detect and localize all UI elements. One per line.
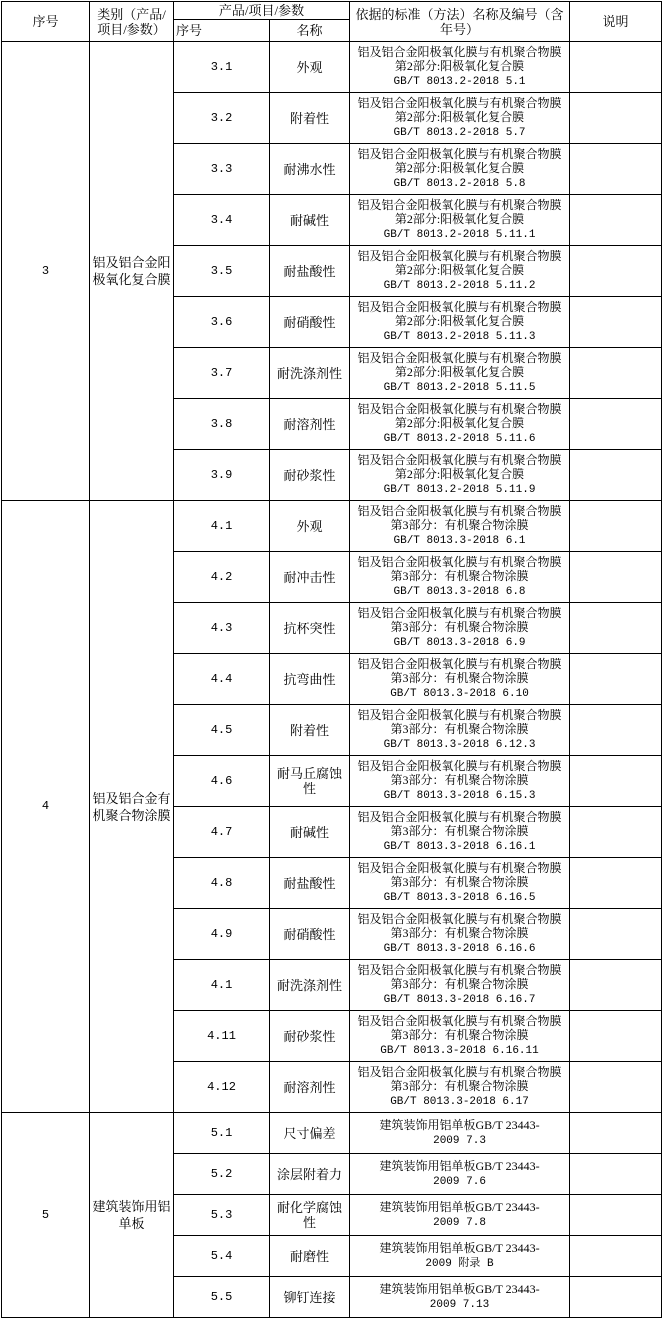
standard-code: GB/T 8013.2-2018 5.7 — [393, 127, 526, 139]
standard-code: GB/T 8013.3-2018 6.16.6 — [383, 943, 536, 955]
item-seq: 5.2 — [174, 1154, 270, 1195]
item-seq: 5.4 — [174, 1236, 270, 1277]
standard-title: 铝及铝合金阳极氧化膜与有机聚合物膜 第2部分:阳极氧化复合膜 — [357, 453, 562, 481]
item-standard — [350, 1236, 570, 1277]
item-name: 耐磨性 — [270, 1236, 350, 1277]
item-seq: 3.7 — [174, 348, 270, 399]
item-remark — [570, 1062, 662, 1113]
standard-code: GB/T 8013.3-2018 6.10 — [390, 688, 529, 700]
item-name: 涂层附着力 — [270, 1154, 350, 1195]
item-standard — [350, 348, 570, 399]
item-seq: 4.11 — [174, 1011, 270, 1062]
item-standard — [350, 450, 570, 501]
standard-code: GB/T 8013.2-2018 5.8 — [393, 178, 526, 190]
item-seq: 4.7 — [174, 807, 270, 858]
item-remark — [570, 552, 662, 603]
item-seq: 5.3 — [174, 1195, 270, 1236]
item-standard — [350, 297, 570, 348]
item-seq: 4.9 — [174, 909, 270, 960]
item-remark — [570, 144, 662, 195]
item-name: 外观 — [270, 42, 350, 93]
item-remark — [570, 603, 662, 654]
item-seq: 4.3 — [174, 603, 270, 654]
header-remark: 说明 — [570, 2, 662, 42]
item-remark — [570, 909, 662, 960]
item-name: 耐盐酸性 — [270, 246, 350, 297]
item-name: 耐碱性 — [270, 195, 350, 246]
item-name: 耐洗涤剂性 — [270, 348, 350, 399]
item-standard — [350, 858, 570, 909]
standard-title: 铝及铝合金阳极氧化膜与有机聚合物膜 第3部分：有机聚合物涂膜 — [357, 606, 562, 634]
standard-title: 铝及铝合金阳极氧化膜与有机聚合物膜 第2部分:阳极氧化复合膜 — [357, 45, 562, 73]
item-seq: 4.6 — [174, 756, 270, 807]
table-row — [2, 42, 662, 93]
item-name: 耐沸水性 — [270, 144, 350, 195]
item-seq: 3.8 — [174, 399, 270, 450]
item-seq: 5.5 — [174, 1277, 270, 1318]
item-name: 耐马丘腐蚀性 — [270, 756, 350, 807]
standard-title: 建筑装饰用铝单板GB/T 23443- — [379, 1159, 540, 1173]
item-seq: 4.8 — [174, 858, 270, 909]
standard-code: GB/T 8013.3-2018 6.16.5 — [383, 892, 536, 904]
header-item-name: 名称 — [270, 20, 350, 42]
item-seq: 4.5 — [174, 705, 270, 756]
standard-title: 铝及铝合金阳极氧化膜与有机聚合物膜 第2部分:阳极氧化复合膜 — [357, 147, 562, 175]
item-name: 耐盐酸性 — [270, 858, 350, 909]
item-standard — [350, 501, 570, 552]
group-seq: 4 — [2, 501, 90, 1113]
item-standard — [350, 144, 570, 195]
standard-code: GB/T 8013.3-2018 6.16.11 — [380, 1045, 539, 1057]
standard-title: 铝及铝合金阳极氧化膜与有机聚合物膜 第2部分:阳极氧化复合膜 — [357, 300, 562, 328]
item-remark — [570, 858, 662, 909]
item-seq: 3.4 — [174, 195, 270, 246]
standard-title: 建筑装饰用铝单板GB/T 23443- — [379, 1241, 540, 1255]
standard-title: 铝及铝合金阳极氧化膜与有机聚合物膜 第3部分：有机聚合物涂膜 — [357, 657, 562, 685]
standard-title: 建筑装饰用铝单板GB/T 23443- — [379, 1118, 540, 1132]
item-seq: 4.4 — [174, 654, 270, 705]
group-seq: 5 — [2, 1113, 90, 1318]
item-name: 耐砂浆性 — [270, 1011, 350, 1062]
item-remark — [570, 450, 662, 501]
standard-title: 铝及铝合金阳极氧化膜与有机聚合物膜 第2部分:阳极氧化复合膜 — [357, 249, 562, 277]
item-remark — [570, 1277, 662, 1318]
standard-code: GB/T 8013.2-2018 5.11.5 — [383, 382, 536, 394]
item-name: 抗弯曲性 — [270, 654, 350, 705]
standard-code: GB/T 8013.3-2018 6.1 — [393, 535, 526, 547]
item-remark — [570, 807, 662, 858]
item-name: 耐碱性 — [270, 807, 350, 858]
group-category: 铝及铝合金有机聚合物涂膜 — [90, 501, 174, 1113]
standard-code: GB/T 8013.3-2018 6.16.1 — [383, 841, 536, 853]
standard-title: 铝及铝合金阳极氧化膜与有机聚合物膜 第2部分:阳极氧化复合膜 — [357, 351, 562, 379]
item-standard — [350, 909, 570, 960]
item-name: 耐砂浆性 — [270, 450, 350, 501]
standard-code: GB/T 8013.2-2018 5.1 — [393, 76, 526, 88]
item-standard — [350, 399, 570, 450]
item-name: 附着性 — [270, 705, 350, 756]
item-standard — [350, 603, 570, 654]
item-standard — [350, 1011, 570, 1062]
item-seq: 3.3 — [174, 144, 270, 195]
item-seq: 3.5 — [174, 246, 270, 297]
standard-title: 铝及铝合金阳极氧化膜与有机聚合物膜 第3部分：有机聚合物涂膜 — [357, 810, 562, 838]
standard-code: 2009 7.8 — [433, 1217, 486, 1229]
item-standard — [350, 1154, 570, 1195]
table-row — [2, 1113, 662, 1154]
standard-title: 铝及铝合金阳极氧化膜与有机聚合物膜 第2部分:阳极氧化复合膜 — [357, 96, 562, 124]
header-item-group: 产品/项目/参数 — [174, 2, 350, 20]
item-remark — [570, 1011, 662, 1062]
item-name: 耐冲击性 — [270, 552, 350, 603]
item-seq: 4.1 — [174, 960, 270, 1011]
standard-code: GB/T 8013.2-2018 5.11.9 — [383, 484, 536, 496]
item-remark — [570, 195, 662, 246]
standard-code: GB/T 8013.3-2018 6.17 — [390, 1096, 529, 1108]
item-remark — [570, 1195, 662, 1236]
standard-title: 铝及铝合金阳极氧化膜与有机聚合物膜 第2部分:阳极氧化复合膜 — [357, 198, 562, 226]
header-row-1 — [2, 2, 662, 20]
item-name: 抗杯突性 — [270, 603, 350, 654]
item-name: 附着性 — [270, 93, 350, 144]
item-seq: 4.2 — [174, 552, 270, 603]
standard-code: 2009 7.6 — [433, 1176, 486, 1188]
standard-code: GB/T 8013.2-2018 5.11.1 — [383, 229, 536, 241]
standard-title: 铝及铝合金阳极氧化膜与有机聚合物膜 第3部分：有机聚合物涂膜 — [357, 861, 562, 889]
item-remark — [570, 42, 662, 93]
standard-title: 铝及铝合金阳极氧化膜与有机聚合物膜 第3部分：有机聚合物涂膜 — [357, 555, 562, 583]
standard-code: GB/T 8013.3-2018 6.12.3 — [383, 739, 536, 751]
item-remark — [570, 348, 662, 399]
item-name: 外观 — [270, 501, 350, 552]
item-name: 尺寸偏差 — [270, 1113, 350, 1154]
item-remark — [570, 756, 662, 807]
item-standard — [350, 1195, 570, 1236]
item-standard — [350, 705, 570, 756]
item-standard — [350, 1113, 570, 1154]
group-seq: 3 — [2, 42, 90, 501]
standard-title: 铝及铝合金阳极氧化膜与有机聚合物膜 第2部分:阳极氧化复合膜 — [357, 402, 562, 430]
item-standard — [350, 246, 570, 297]
item-name: 耐溶剂性 — [270, 1062, 350, 1113]
item-standard — [350, 42, 570, 93]
item-remark — [570, 399, 662, 450]
item-name: 耐溶剂性 — [270, 399, 350, 450]
header-seq: 序号 — [2, 2, 90, 42]
standard-code: GB/T 8013.3-2018 6.9 — [393, 637, 526, 649]
item-seq: 5.1 — [174, 1113, 270, 1154]
standard-title: 铝及铝合金阳极氧化膜与有机聚合物膜 第3部分：有机聚合物涂膜 — [357, 1014, 562, 1042]
item-remark — [570, 960, 662, 1011]
item-remark — [570, 246, 662, 297]
group-category: 建筑装饰用铝单板 — [90, 1113, 174, 1318]
header-standard: 依据的标准（方法）名称及编号（含年号） — [350, 2, 570, 42]
item-standard — [350, 1277, 570, 1318]
standard-title: 铝及铝合金阳极氧化膜与有机聚合物膜 第3部分：有机聚合物涂膜 — [357, 912, 562, 940]
item-standard — [350, 552, 570, 603]
item-name: 耐硝酸性 — [270, 297, 350, 348]
item-standard — [350, 93, 570, 144]
item-name: 耐化学腐蚀性 — [270, 1195, 350, 1236]
group-category: 铝及铝合金阳极氧化复合膜 — [90, 42, 174, 501]
item-remark — [570, 93, 662, 144]
item-remark — [570, 654, 662, 705]
item-seq: 4.12 — [174, 1062, 270, 1113]
header-category: 类别（产品/项目/参数） — [90, 2, 174, 42]
item-seq: 3.6 — [174, 297, 270, 348]
table-row — [2, 501, 662, 552]
item-remark — [570, 1236, 662, 1277]
standard-code: GB/T 8013.3-2018 6.8 — [393, 586, 526, 598]
item-standard — [350, 807, 570, 858]
standard-code: GB/T 8013.3-2018 6.16.7 — [383, 994, 536, 1006]
item-seq: 3.9 — [174, 450, 270, 501]
item-standard — [350, 960, 570, 1011]
standard-title: 铝及铝合金阳极氧化膜与有机聚合物膜 第3部分：有机聚合物涂膜 — [357, 504, 562, 532]
standard-code: GB/T 8013.2-2018 5.11.3 — [383, 331, 536, 343]
standard-code: 2009 附录 B — [425, 1258, 494, 1270]
standard-title: 铝及铝合金阳极氧化膜与有机聚合物膜 第3部分：有机聚合物涂膜 — [357, 1065, 562, 1093]
standard-code: GB/T 8013.2-2018 5.11.6 — [383, 433, 536, 445]
header-item-seq: 序号 — [174, 20, 270, 42]
standard-title: 铝及铝合金阳极氧化膜与有机聚合物膜 第3部分：有机聚合物涂膜 — [357, 708, 562, 736]
item-standard — [350, 1062, 570, 1113]
item-standard — [350, 654, 570, 705]
item-name: 耐洗涤剂性 — [270, 960, 350, 1011]
item-seq: 4.1 — [174, 501, 270, 552]
item-standard — [350, 195, 570, 246]
item-name: 铆钉连接 — [270, 1277, 350, 1318]
standard-code: 2009 7.3 — [433, 1135, 486, 1147]
item-seq: 3.1 — [174, 42, 270, 93]
item-remark — [570, 297, 662, 348]
standard-title: 铝及铝合金阳极氧化膜与有机聚合物膜 第3部分：有机聚合物涂膜 — [357, 759, 562, 787]
standard-code: GB/T 8013.3-2018 6.15.3 — [383, 790, 536, 802]
item-name: 耐硝酸性 — [270, 909, 350, 960]
standard-title: 建筑装饰用铝单板GB/T 23443- — [379, 1200, 540, 1214]
item-remark — [570, 705, 662, 756]
item-seq: 3.2 — [174, 93, 270, 144]
standard-title: 铝及铝合金阳极氧化膜与有机聚合物膜 第3部分：有机聚合物涂膜 — [357, 963, 562, 991]
standard-code: 2009 7.13 — [429, 1299, 490, 1311]
item-remark — [570, 501, 662, 552]
item-remark — [570, 1113, 662, 1154]
item-remark — [570, 1154, 662, 1195]
standard-title: 建筑装饰用铝单板GB/T 23443- — [379, 1282, 540, 1296]
standards-table — [1, 1, 662, 1318]
item-standard — [350, 756, 570, 807]
standard-code: GB/T 8013.2-2018 5.11.2 — [383, 280, 536, 292]
